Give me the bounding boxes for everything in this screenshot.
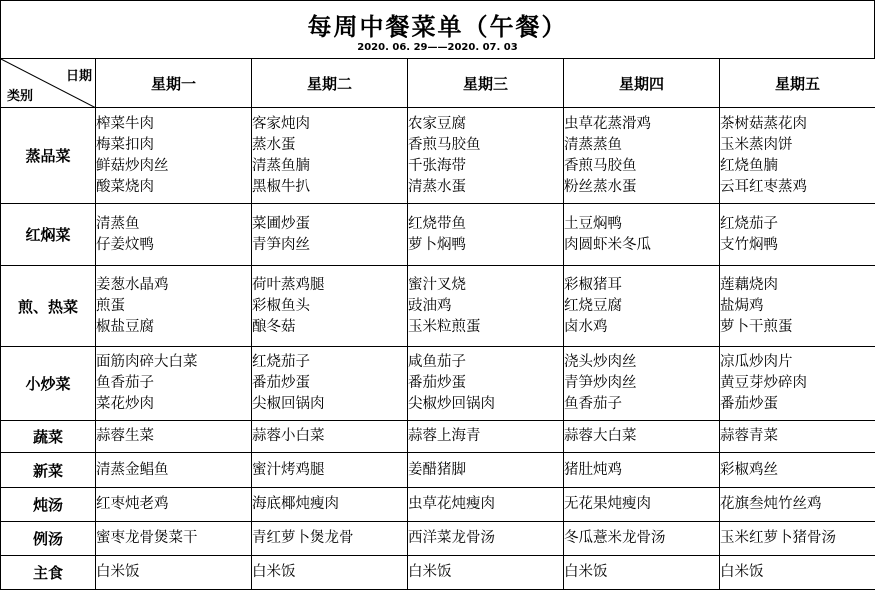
category-cell: 新菜 (1, 453, 96, 488)
dish-item: 酸菜烧肉 (96, 178, 154, 195)
dish-item: 海底椰炖瘦肉 (252, 496, 339, 512)
dish-item: 仔姜炆鸭 (96, 236, 154, 253)
menu-title: 每周中餐菜单（午餐） (307, 13, 568, 41)
day-dishes-cell (408, 421, 564, 453)
dish-item: 蜜汁烤鸡腿 (252, 461, 325, 478)
dish-item: 荷叶蒸鸡腿 (252, 276, 325, 293)
dish-item: 鱼香茄子 (96, 375, 154, 391)
day-dishes-cell (720, 347, 875, 421)
menu-row (1, 522, 875, 556)
dish-item: 面筋肉碎大白菜 (96, 354, 198, 370)
day-dishes-cell (720, 204, 875, 266)
day-dishes-cell (408, 522, 564, 556)
dish-item: 姜醋猪脚 (408, 461, 466, 478)
day-dishes-cell (252, 204, 408, 266)
day-dishes-cell (408, 347, 564, 421)
dish-item: 梅菜扣肉 (96, 136, 154, 153)
day-dishes-cell (564, 108, 720, 204)
dish-item: 榨菜牛肉 (96, 115, 154, 132)
day-dishes-cell (408, 556, 564, 590)
header-row (1, 59, 875, 108)
day-header-mon: 星期一 (96, 59, 252, 108)
day-dishes-cell (564, 488, 720, 522)
title-block (0, 0, 875, 58)
day-dishes-cell (96, 488, 252, 522)
dish-item: 凉瓜炒肉片 (720, 354, 793, 370)
dish-item: 红烧茄子 (252, 354, 310, 370)
day-dishes-cell (564, 522, 720, 556)
dish-item: 盐焗鸡 (720, 297, 764, 314)
menu-table (0, 58, 875, 590)
dish-item: 鱼香茄子 (564, 396, 622, 412)
dish-item: 无花果炖瘦肉 (564, 496, 651, 512)
day-dishes-cell (720, 453, 875, 488)
dish-item: 番茄炒蛋 (252, 375, 310, 391)
dish-item: 虫草花蒸滑鸡 (564, 115, 651, 132)
dish-item: 姜葱水晶鸡 (96, 276, 169, 293)
dish-item: 西洋菜龙骨汤 (408, 530, 495, 546)
dish-item: 鲜菇炒肉丝 (96, 157, 169, 174)
dish-item: 肉圆虾米冬瓜 (564, 236, 651, 253)
day-dishes-cell (408, 204, 564, 266)
day-dishes-cell (96, 347, 252, 421)
day-dishes-cell (408, 108, 564, 204)
day-dishes-cell (408, 488, 564, 522)
corner-cell (1, 59, 96, 108)
category-cell: 煎、热菜 (1, 266, 96, 347)
dish-item: 彩椒鸡丝 (720, 461, 778, 478)
dish-item: 番茄炒蛋 (408, 375, 466, 391)
dish-item: 红枣炖老鸡 (96, 496, 169, 512)
day-dishes-cell (96, 266, 252, 347)
corner-label-date: 日期 (65, 69, 92, 84)
day-dishes-cell (408, 266, 564, 347)
dish-item: 玉米粒煎蛋 (408, 318, 481, 335)
day-dishes-cell (96, 556, 252, 590)
dish-item: 清蒸鱼 (96, 215, 140, 232)
menu-row (1, 556, 875, 590)
dish-item: 花旗叁炖竹丝鸡 (720, 496, 822, 512)
dish-item: 香煎马胶鱼 (564, 157, 637, 174)
dish-item: 煎蛋 (96, 297, 125, 314)
dish-item: 香煎马胶鱼 (408, 136, 481, 153)
day-dishes-cell (720, 522, 875, 556)
category-cell: 炖汤 (1, 488, 96, 522)
day-header-wed: 星期三 (408, 59, 564, 108)
category-cell: 小炒菜 (1, 347, 96, 421)
day-dishes-cell (252, 556, 408, 590)
dish-item: 红烧带鱼 (408, 215, 466, 232)
dish-item: 卤水鸡 (564, 318, 608, 335)
day-dishes-cell (96, 108, 252, 204)
dish-item: 粉丝蒸水蛋 (564, 178, 637, 195)
dish-item: 农家豆腐 (408, 115, 466, 132)
category-cell: 主食 (1, 556, 96, 590)
dish-item: 白米饭 (96, 564, 140, 580)
menu-row (1, 488, 875, 522)
dish-item: 白米饭 (720, 564, 764, 580)
dish-item: 云耳红枣蒸鸡 (720, 178, 807, 195)
dish-item: 萝卜焖鸭 (408, 236, 466, 253)
dish-item: 支竹焖鸭 (720, 236, 778, 253)
dish-item: 玉米红萝卜猪骨汤 (720, 530, 836, 546)
menu-row (1, 204, 875, 266)
dish-item: 蜜枣龙骨煲菜干 (96, 530, 198, 546)
day-dishes-cell (720, 488, 875, 522)
dish-item: 青笋炒肉丝 (564, 375, 637, 391)
dish-item: 青笋肉丝 (252, 236, 310, 253)
day-dishes-cell (252, 488, 408, 522)
dish-item: 尖椒炒回锅肉 (408, 396, 495, 412)
dish-item: 青红萝卜煲龙骨 (252, 530, 354, 546)
dish-item: 彩椒猪耳 (564, 276, 622, 293)
day-dishes-cell (252, 266, 408, 347)
day-dishes-cell (564, 421, 720, 453)
dish-item: 猪肚炖鸡 (564, 461, 622, 478)
dish-item: 红烧豆腐 (564, 297, 622, 314)
dish-item: 清蒸鱼腩 (252, 157, 310, 174)
dish-item: 千张海带 (408, 157, 466, 174)
dish-item: 蒜蓉上海青 (408, 428, 481, 444)
day-header-tue: 星期二 (252, 59, 408, 108)
dish-item: 白米饭 (408, 564, 452, 580)
dish-item: 蒜蓉大白菜 (564, 428, 637, 444)
dish-item: 莲藕烧肉 (720, 276, 778, 293)
day-dishes-cell (96, 421, 252, 453)
day-dishes-cell (252, 108, 408, 204)
day-dishes-cell (96, 453, 252, 488)
menu-row (1, 108, 875, 204)
day-dishes-cell (720, 266, 875, 347)
menu-row (1, 453, 875, 488)
day-dishes-cell (252, 453, 408, 488)
menu-row (1, 421, 875, 453)
dish-item: 蒜蓉生菜 (96, 428, 154, 444)
dish-item: 黑椒牛扒 (252, 178, 310, 195)
day-dishes-cell (252, 522, 408, 556)
day-dishes-cell (564, 266, 720, 347)
day-dishes-cell (252, 421, 408, 453)
dish-item: 白米饭 (564, 564, 608, 580)
dish-item: 清蒸金鲳鱼 (96, 461, 169, 478)
day-dishes-cell (564, 204, 720, 266)
dish-item: 冬瓜薏米龙骨汤 (564, 530, 666, 546)
day-dishes-cell (564, 453, 720, 488)
dish-item: 尖椒回锅肉 (252, 396, 325, 412)
dish-item: 彩椒鱼头 (252, 297, 310, 314)
day-dishes-cell (408, 453, 564, 488)
dish-item: 虫草花炖瘦肉 (408, 496, 495, 512)
dish-item: 椒盐豆腐 (96, 318, 154, 335)
day-dishes-cell (720, 421, 875, 453)
dish-item: 白米饭 (252, 564, 296, 580)
dish-item: 黄豆芽炒碎肉 (720, 375, 807, 391)
category-cell: 例汤 (1, 522, 96, 556)
dish-item: 蜜汁叉烧 (408, 276, 466, 293)
day-dishes-cell (96, 522, 252, 556)
dish-item: 蒸水蛋 (252, 136, 296, 153)
dish-item: 蒜蓉青菜 (720, 428, 778, 444)
date-range: 2020. 06. 29——2020. 07. 03 (357, 42, 518, 53)
dish-item: 红烧茄子 (720, 215, 778, 232)
dish-item: 豉油鸡 (408, 297, 452, 314)
dish-item: 浇头炒肉丝 (564, 354, 637, 370)
day-dishes-cell (96, 204, 252, 266)
dish-item: 清蒸水蛋 (408, 178, 466, 195)
dish-item: 清蒸蒸鱼 (564, 136, 622, 153)
corner-label-category: 类别 (7, 89, 34, 104)
menu-body (1, 108, 875, 590)
dish-item: 咸鱼茄子 (408, 354, 466, 370)
dish-item: 玉米蒸肉饼 (720, 136, 793, 153)
day-dishes-cell (564, 556, 720, 590)
dish-item: 酿冬菇 (252, 318, 296, 335)
dish-item: 红烧鱼腩 (720, 157, 778, 174)
dish-item: 蒜蓉小白菜 (252, 428, 325, 444)
dish-item: 菜花炒肉 (96, 396, 154, 412)
category-cell: 红焖菜 (1, 204, 96, 266)
category-cell: 蒸品菜 (1, 108, 96, 204)
day-dishes-cell (720, 556, 875, 590)
day-dishes-cell (252, 347, 408, 421)
day-dishes-cell (564, 347, 720, 421)
dish-item: 茶树菇蒸花肉 (720, 115, 807, 132)
dish-item: 菜圃炒蛋 (252, 215, 310, 232)
day-header-fri: 星期五 (720, 59, 875, 108)
menu-row (1, 266, 875, 347)
dish-item: 番茄炒蛋 (720, 396, 778, 412)
day-header-thu: 星期四 (564, 59, 720, 108)
dish-item: 客家炖肉 (252, 115, 310, 132)
day-dishes-cell (720, 108, 875, 204)
dish-item: 萝卜干煎蛋 (720, 318, 793, 335)
dish-item: 土豆焖鸭 (564, 215, 622, 232)
category-cell: 蔬菜 (1, 421, 96, 453)
menu-row (1, 347, 875, 421)
